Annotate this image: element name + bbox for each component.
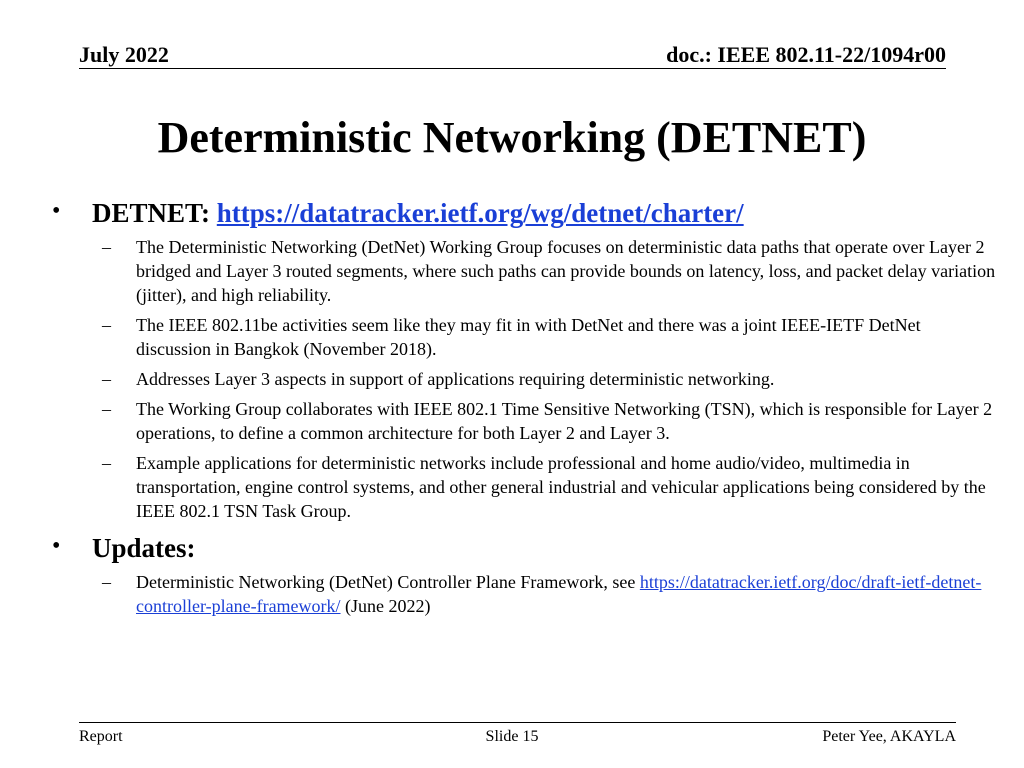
bullet-label: DETNET: bbox=[92, 198, 211, 228]
bullet-label: Updates: bbox=[92, 533, 196, 564]
list-item: – Example applications for deterministic networks include professional and home audio/video, multimedia in transportation, engine control systems, and other general industrial and vehicular applications being considered by the IEEE 802.1 TSN Task Group. bbox=[102, 453, 986, 522]
bullet-updates bbox=[50, 531, 1000, 566]
list-item-text: Addresses Layer 3 aspects in support of applications requiring deterministic networking. bbox=[136, 369, 775, 390]
slide-content bbox=[50, 196, 1000, 626]
bullet-dot: • bbox=[52, 198, 61, 224]
bullet-dot: • bbox=[52, 533, 61, 560]
header-doc-id: doc.: IEEE 802.11-22/1094r00 bbox=[666, 42, 946, 67]
list-item-text: The Deterministic Networking (DetNet) Working Group focuses on deterministic data paths that operate over Layer 2 bridged and Layer 3 routed segments, where such paths can provide bounds on latency, loss, and packet delay variation (jitter), and high reliability. bbox=[136, 237, 996, 306]
bullet-detnet bbox=[50, 196, 1000, 231]
list-item-text: Example applications for deterministic networks include professional and home audio/video, multimedia in transportation, engine control systems, and other general industrial and vehicular applications being considered by the IEEE 802.1 TSN Task Group. bbox=[136, 453, 986, 522]
list-item: – Addresses Layer 3 aspects in support of applications requiring deterministic networking. bbox=[102, 369, 775, 390]
list-item: – The IEEE 802.11be activities seem like they may fit in with DetNet and there was a joint IEEE-IETF DetNet discussion in Bangkok (November 2018). bbox=[102, 315, 921, 360]
detnet-charter-link[interactable]: https://datatracker.ietf.org/wg/detnet/charter/ bbox=[216, 198, 744, 228]
footer-author: Peter Yee, AKAYLA bbox=[822, 728, 956, 745]
footer-report: Report bbox=[79, 728, 123, 745]
list-item-text: The IEEE 802.11be activities seem like they may fit in with DetNet and there was a joint IEEE-IETF DetNet discussion in Bangkok (November 2018). bbox=[136, 315, 921, 360]
controller-plane-framework-link[interactable]: https://datatracker.ietf.org/doc/draft-ietf-detnet-controller-plane-framework/ bbox=[136, 572, 982, 617]
update-text: Deterministic Networking (DetNet) Controller Plane Framework, see bbox=[136, 572, 640, 593]
list-item: – The Working Group collaborates with IEEE 802.1 Time Sensitive Networking (TSN), which is responsible for Layer 2 operations, to define a common architecture for both Layer 2 and Layer 3. bbox=[102, 399, 993, 444]
slide-number: Slide 15 bbox=[485, 728, 539, 745]
list-item: – The Deterministic Networking (DetNet) Working Group focuses on deterministic data paths that operate over Layer 2 bridged and Layer 3 routed segments, where such paths can provide bounds on latency, loss, and packet delay variation (jitter), and high reliability. bbox=[102, 237, 996, 306]
slide-title: Deterministic Networking (DETNET) bbox=[157, 113, 867, 162]
list-item: – Deterministic Networking (DetNet) Controller Plane Framework, see https://datatracker.ietf.org/doc/draft-ietf-detnet-controller-plane-framework/ (June 2022) bbox=[102, 572, 982, 617]
header-date: July 2022 bbox=[79, 42, 169, 67]
list-item-text: The Working Group collaborates with IEEE 802.1 Time Sensitive Networking (TSN), which is responsible for Layer 2 operations, to define a common architecture for both Layer 2 and Layer 3. bbox=[136, 399, 993, 444]
header-rule bbox=[79, 68, 946, 69]
footer-rule bbox=[79, 722, 956, 723]
updates-sub-list bbox=[50, 570, 1000, 618]
update-date: (June 2022) bbox=[340, 596, 431, 617]
detnet-sub-list bbox=[50, 235, 1000, 523]
